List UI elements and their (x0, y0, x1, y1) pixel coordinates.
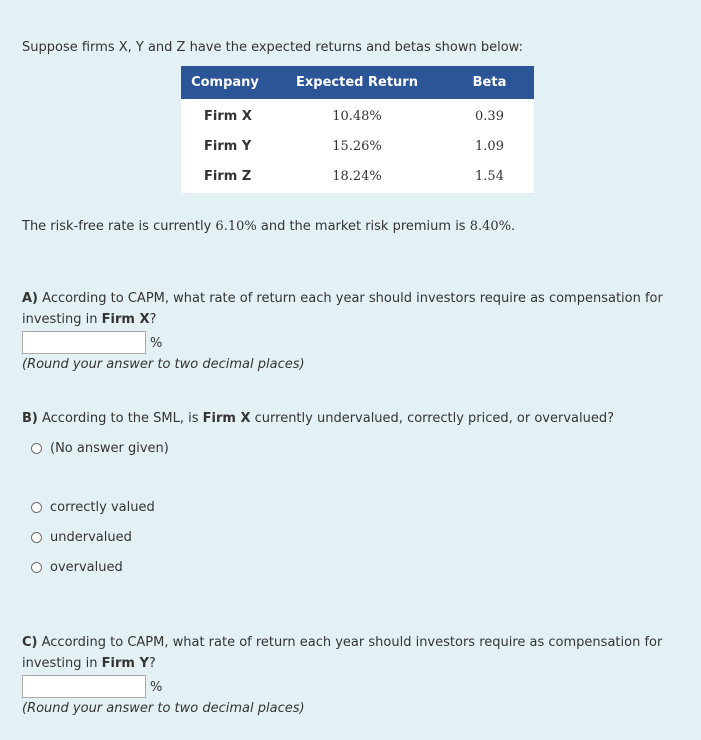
option-overvalued-label: overvalued (50, 560, 123, 575)
firms-table (181, 66, 534, 193)
question-a-firm: Firm X (101, 312, 150, 327)
question-a-label: A) (22, 291, 39, 306)
beta-cell: 1.54 (475, 168, 504, 184)
company-cell: Firm Z (204, 168, 252, 184)
table-header-row (181, 66, 534, 99)
company-cell: Firm Y (204, 138, 252, 154)
header-company: Company (181, 66, 269, 99)
table-row (181, 161, 534, 193)
header-expected-return: Expected Return (269, 66, 445, 99)
question-b-text (22, 411, 614, 426)
question-c-label: C) (22, 635, 38, 650)
question-c-qmark: ? (148, 656, 156, 671)
option-correctly-valued-label: correctly valued (50, 500, 155, 515)
radio-no-answer[interactable] (31, 443, 42, 454)
intro-text: Suppose firms X, Y and Z have the expected returns and betas shown below: (22, 40, 523, 55)
radio-undervalued[interactable] (31, 532, 42, 543)
question-a-line2-prefix: investing in (22, 312, 102, 327)
question-a-body: According to CAPM, what rate of return each year should investors require as compensation for (38, 291, 663, 306)
radio-overvalued[interactable] (31, 562, 42, 573)
expected-return-cell: 10.48% (332, 108, 382, 124)
answer-c-input[interactable] (22, 675, 146, 698)
rates-prefix: The risk-free rate is currently (22, 219, 216, 234)
question-b-label: B) (22, 411, 38, 426)
answer-c-unit: % (150, 680, 163, 695)
rates-middle: and the market risk premium is (256, 219, 470, 234)
table-row (181, 99, 534, 131)
question-a-line2 (22, 312, 156, 327)
question-b-prefix: According to the SML, is (37, 411, 203, 426)
expected-return-cell: 18.24% (332, 168, 382, 184)
option-no-answer-label: (No answer given) (50, 441, 169, 456)
rates-suffix: . (511, 219, 516, 234)
answer-a-input[interactable] (22, 331, 146, 354)
question-c-firm: Firm Y (101, 656, 149, 671)
company-cell: Firm X (204, 108, 252, 124)
question-b-suffix: currently undervalued, correctly priced, or overvalued? (250, 411, 614, 426)
question-a-qmark: ? (149, 312, 157, 327)
question-c-text (22, 635, 662, 650)
header-beta: Beta (445, 66, 534, 99)
answer-a-hint: (Round your answer to two decimal places) (22, 357, 305, 372)
option-undervalued-label: undervalued (50, 530, 132, 545)
beta-cell: 0.39 (475, 108, 504, 124)
expected-return-cell: 15.26% (332, 138, 382, 154)
risk-free-rate: 6.10% (215, 219, 257, 234)
question-b-firm: Firm X (202, 411, 251, 426)
question-c-body: According to CAPM, what rate of return each year should investors require as compensation for (37, 635, 663, 650)
beta-cell: 1.09 (475, 138, 504, 154)
answer-a-unit: % (150, 336, 163, 351)
market-risk-premium: 8.40% (469, 219, 512, 234)
question-a-text (22, 291, 663, 306)
radio-correctly-valued[interactable] (31, 502, 42, 513)
answer-c-hint: (Round your answer to two decimal places) (22, 701, 305, 716)
rates-text (22, 219, 515, 234)
table-row (181, 131, 534, 161)
question-c-line2 (22, 656, 156, 671)
question-c-line2-prefix: investing in (22, 656, 102, 671)
